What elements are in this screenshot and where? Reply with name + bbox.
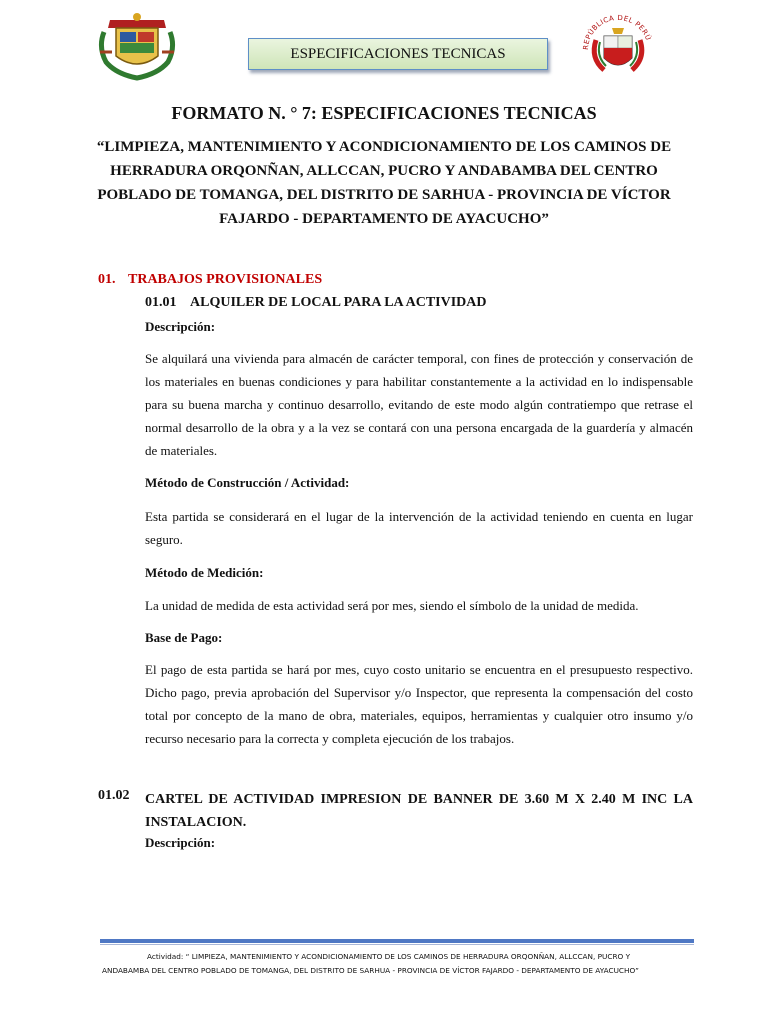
document-title: FORMATO N. ° 7: ESPECIFICACIONES TECNICAS xyxy=(171,103,597,123)
description-label: Descripción: xyxy=(145,319,216,334)
construction-method-label: Método de Construcción / Actividad: xyxy=(145,475,350,490)
item-0102-number: 01.02 xyxy=(98,788,130,803)
measurement-method-paragraph: La unidad de medida de esta actividad será por mes, siendo el símbolo de la unidad de medida. xyxy=(145,598,639,613)
item-0101-title: ALQUILER DE LOCAL PARA LA ACTIVIDAD xyxy=(190,295,487,310)
footer-line-1: Actividad: “ LIMPIEZA, MANTENIMIENTO Y ACONDICIONAMIENTO DE LOS CAMINOS DE HERRADURA ORQONÑAN, ALLCCAN, PUCRO Y xyxy=(147,952,631,961)
header-banner-label: ESPECIFICACIONES TECNICAS xyxy=(290,45,506,62)
item-0101-number: 01.01 xyxy=(145,295,177,310)
project-title-line-4: FAJARDO - DEPARTAMENTO DE AYACUCHO” xyxy=(219,211,549,227)
payment-basis-paragraph: El pago de esta partida se hará por mes, cuyo costo unitario se encuentra en el presupuesto respectivo. Dicho pago, previa aprobación del Supervisor y/o Inspector, que representa la compensación del costo total por concepto de la mano de obra, materiales, equipos, herramientas y cualquier otro insumo y/o recurso necesario para la correcta y completa ejecución de los trabajos. xyxy=(145,662,693,746)
footer-rule-thin xyxy=(100,944,694,945)
seal-text: REPÚBLICA DEL PERÚ xyxy=(581,13,653,51)
measurement-method-label: Método de Medición: xyxy=(145,565,264,580)
header-banner xyxy=(248,38,548,70)
project-title-line-1: “LIMPIEZA, MANTENIMIENTO Y ACONDICIONAMIENTO DE LOS CAMINOS DE xyxy=(96,139,672,155)
payment-basis-label: Base de Pago: xyxy=(145,630,223,645)
project-title-line-2: HERRADURA ORQONÑAN, ALLCCAN, PUCRO Y ANDABAMBA DEL CENTRO xyxy=(110,163,658,179)
description-paragraph: Se alquilará una vivienda para almacén de carácter temporal, con fines de protección y conservación de los materiales en buenas condiciones y para habilitar constantemente a la actividad en lo indispensable para su buena marcha y continuo desarrollo, evitando de este modo algún contratiempo que retrase el normal desarrollo de la obra y a la vez se contará con una persona encargada de la guardería y almacén de materiales. xyxy=(145,351,693,458)
item-0102-description-label: Descripción: xyxy=(145,835,216,850)
construction-method-paragraph: Esta partida se considerará en el lugar de la intervención de la actividad teniendo en cuenta en lugar seguro. xyxy=(145,509,693,547)
footer-rule xyxy=(100,939,694,943)
section-01-title: TRABAJOS PROVISIONALES xyxy=(128,272,323,287)
item-0102-title: CARTEL DE ACTIVIDAD IMPRESION DE BANNER DE 3.60 M X 2.40 M INC LA INSTALACION. xyxy=(145,792,693,830)
footer-line-2: ANDABAMBA DEL CENTRO POBLADO DE TOMANGA, DEL DISTRITO DE SARHUA - PROVINCIA DE VÍCTOR FAJARDO - DEPARTAMENTO DE AYACUCHO” xyxy=(102,966,639,975)
section-01-number: 01. xyxy=(98,272,116,287)
project-title-line-3: POBLADO DE TOMANGA, DEL DISTRITO DE SARHUA - PROVINCIA DE VÍCTOR xyxy=(97,187,671,203)
republica-peru-seal xyxy=(578,10,658,86)
municipal-emblem-logo xyxy=(96,12,178,82)
